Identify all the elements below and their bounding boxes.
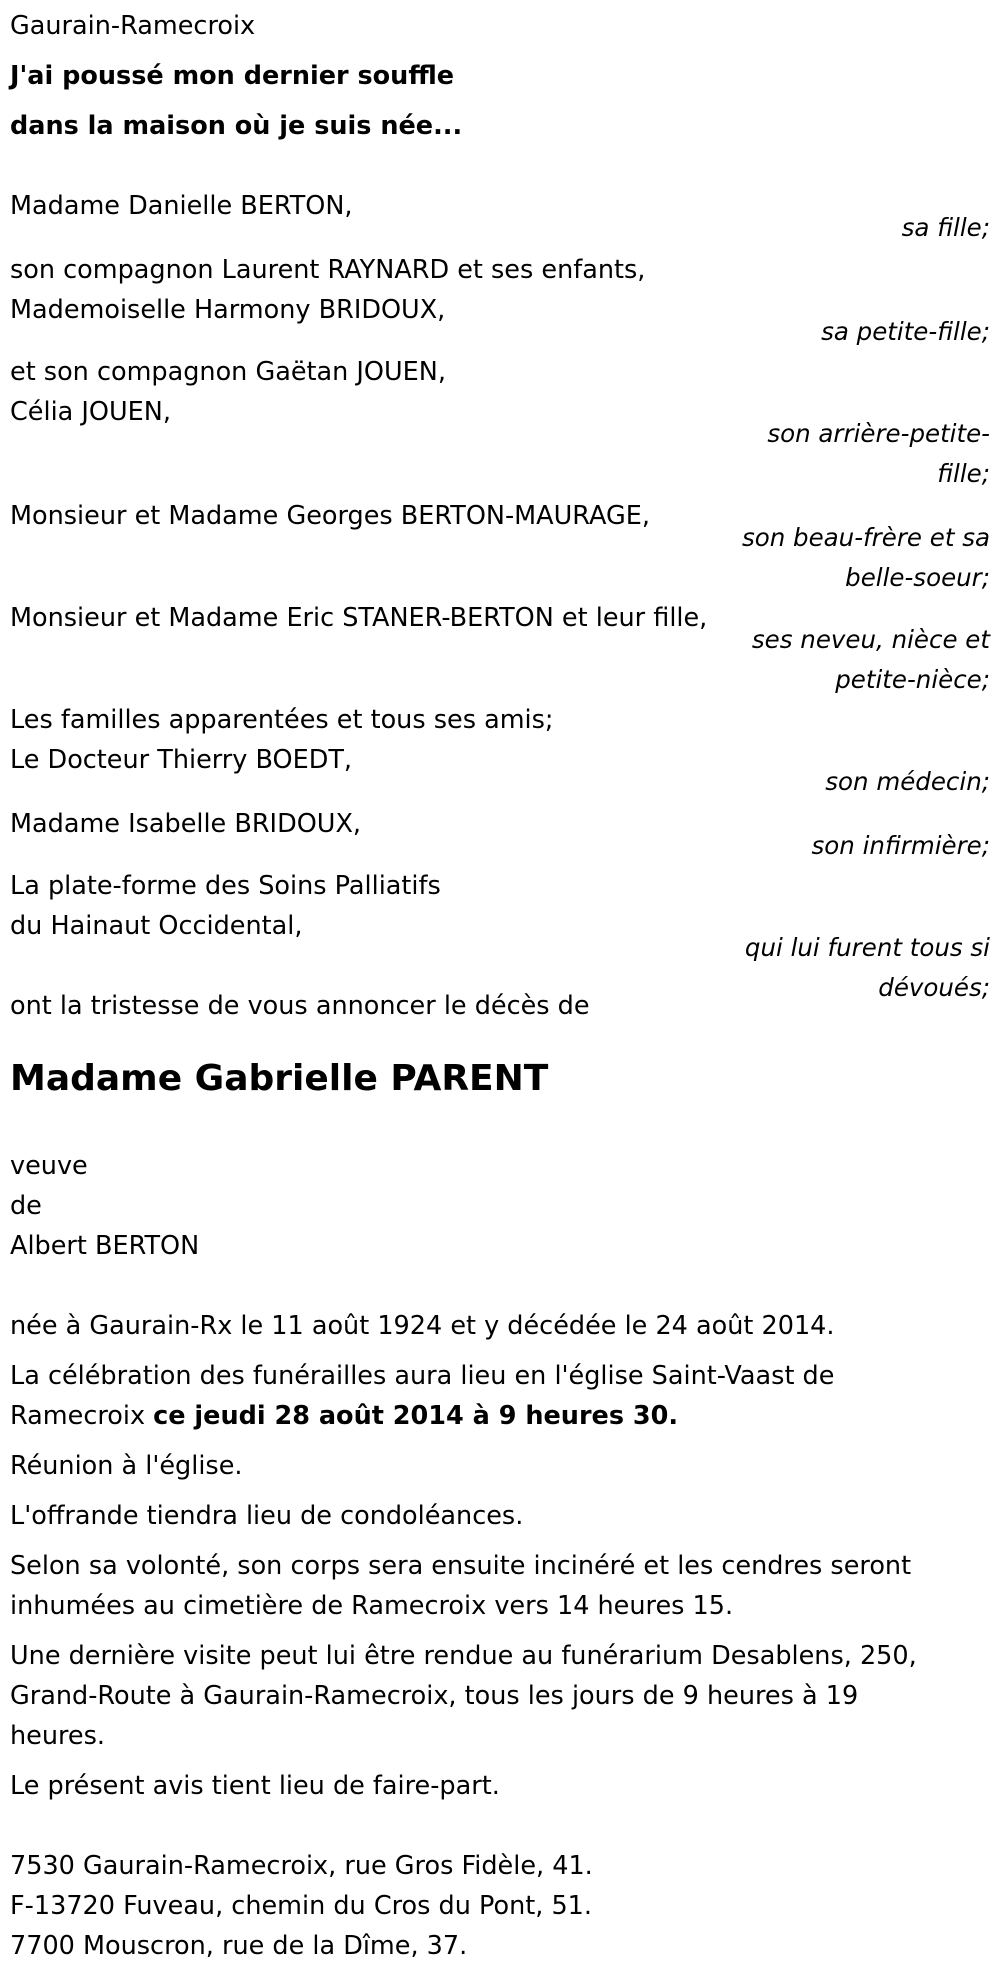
visit-text: heures. xyxy=(10,1721,106,1751)
family-member-relation: son beau-frère et sa xyxy=(741,523,990,552)
reunion-text: Réunion à l'église. xyxy=(10,1451,243,1481)
family-member-relation: belle-soeur; xyxy=(845,563,990,592)
family-member-name: son compagnon Laurent RAYNARD et ses enfants, xyxy=(10,255,646,285)
address-line: F-13720 Fuveau, chemin du Cros du Pont, 51. xyxy=(10,1891,592,1921)
family-member-name: Monsieur et Madame Georges BERTON-MAURAGE, xyxy=(10,501,650,531)
cremation-text: Selon sa volonté, son corps sera ensuite incinéré et les cendres seront xyxy=(10,1551,912,1581)
quote-line-2: dans la maison où je suis née... xyxy=(10,111,463,141)
family-member-name: Madame Danielle BERTON, xyxy=(10,191,353,221)
family-member-name: Le Docteur Thierry BOEDT, xyxy=(10,745,353,775)
family-member-relation: qui lui furent tous si xyxy=(744,933,990,962)
family-member-relation: ses neveu, nièce et xyxy=(751,625,990,654)
family-member-relation: petite-nièce; xyxy=(835,665,990,694)
funeral-text xyxy=(10,1396,678,1436)
family-member-name: Monsieur et Madame Eric STANER-BERTON et leur fille, xyxy=(10,603,708,633)
offering-text: L'offrande tiendra lieu de condoléances. xyxy=(10,1501,524,1531)
widow-line: de xyxy=(10,1191,42,1221)
family-member-name: La plate-forme des Soins Palliatifs xyxy=(10,871,441,901)
family-member-relation: fille; xyxy=(937,459,990,488)
family-member-relation: son médecin; xyxy=(825,767,990,796)
cremation-text: inhumées au cimetière de Ramecroix vers 14 heures 15. xyxy=(10,1591,734,1621)
family-member-name: Célia JOUEN, xyxy=(10,397,171,427)
birth-death-text: née à Gaurain-Rx le 11 août 1924 et y décédée le 24 août 2014. xyxy=(10,1311,835,1341)
funeral-text: La célébration des funérailles aura lieu en l'église Saint-Vaast de xyxy=(10,1361,835,1391)
family-member-relation: sa fille; xyxy=(901,213,990,242)
quote-line-1: J'ai poussé mon dernier souffle xyxy=(10,61,455,91)
notice-text: Le présent avis tient lieu de faire-part. xyxy=(10,1771,500,1801)
visit-text: Une dernière visite peut lui être rendue au funérarium Desablens, 250, xyxy=(10,1641,917,1671)
family-member-name: Madame Isabelle BRIDOUX, xyxy=(10,809,362,839)
location-heading: Gaurain-Ramecroix xyxy=(10,11,256,41)
visit-text: Grand-Route à Gaurain-Ramecroix, tous les jours de 9 heures à 19 xyxy=(10,1681,859,1711)
family-member-name: du Hainaut Occidental, xyxy=(10,911,303,941)
address-line: 7700 Mouscron, rue de la Dîme, 37. xyxy=(10,1931,468,1961)
family-member-name: Mademoiselle Harmony BRIDOUX, xyxy=(10,295,446,325)
funeral-place: Ramecroix xyxy=(10,1401,154,1431)
announcement-text: ont la tristesse de vous annoncer le décès de xyxy=(10,991,590,1021)
family-member-relation: son arrière-petite- xyxy=(767,419,990,448)
family-member-relation: son infirmière; xyxy=(811,831,990,860)
deceased-name: Madame Gabrielle PARENT xyxy=(10,1058,549,1099)
family-member-name: Les familles apparentées et tous ses amis; xyxy=(10,705,554,735)
address-line: 7530 Gaurain-Ramecroix, rue Gros Fidèle, 41. xyxy=(10,1851,593,1881)
funeral-date: ce jeudi 28 août 2014 à 9 heures 30. xyxy=(153,1401,679,1431)
widow-line: veuve xyxy=(10,1151,88,1181)
family-member-relation: dévoués; xyxy=(878,973,990,1002)
family-member-name: et son compagnon Gaëtan JOUEN, xyxy=(10,357,446,387)
family-member-relation: sa petite-fille; xyxy=(821,317,990,346)
widow-line: Albert BERTON xyxy=(10,1231,200,1261)
